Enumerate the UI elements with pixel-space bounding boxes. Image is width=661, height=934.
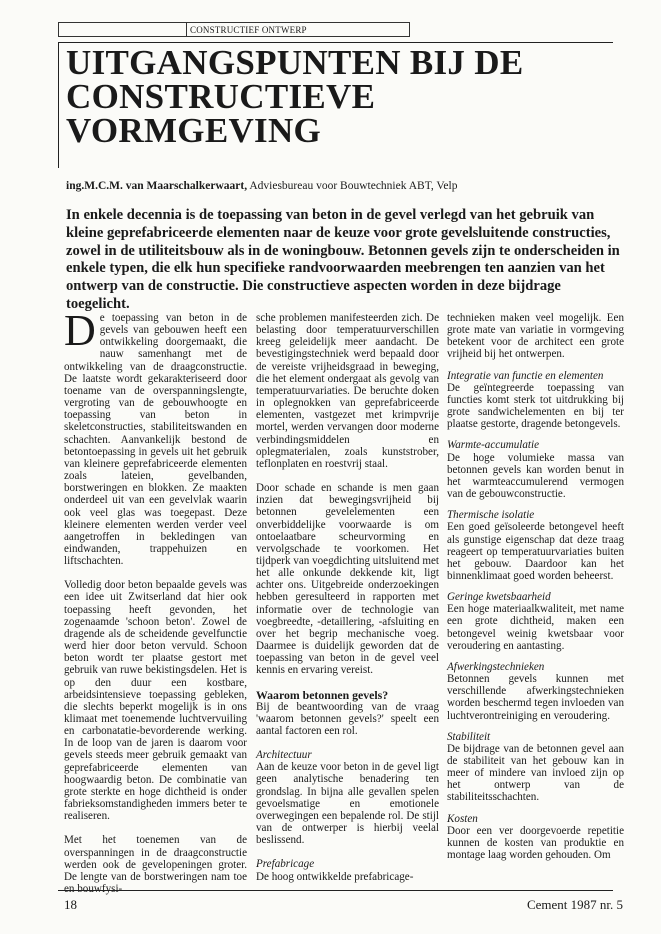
paragraph: De geïntegreerde toepassing van functies komt sterk tot uitdrukking bij grote sandwichelementen en bij ter plaatse gestorte, dragende betongevels. [447,381,624,431]
paragraph: Bij de beantwoording van de vraag 'waarom betonnen gevels?' speelt een aantal factoren een rol. [256,700,439,737]
subheading: Afwerkingstechnieken [447,660,545,673]
paragraph: Door schade en schande is men gaan inzien dat bewegingsvrijheid bij betonnen gevelelementen een onverbiddelijke voorwaarde is om ontoelaatbare scheurvorming en vervolgschade te voorkomen. Het tijdperk van voegdichting uitsluitend met het alle onkunde dekkende kit, ligt achter ons. Uitgebreide onderzoekingen hebben geresulteerd in rapporten met informatie over de technologie van voegbreedte, -detaillering, -afsluiting en over het begrip mechanische voeg. Daarmee is duidelijk geworden dat de toepassing van beton in de gevel veel kennis en ervaring vereist. [256,482,440,677]
article-title: UITGANGSPUNTEN BIJ DE CONSTRUCTIEVE VORMGEVING [66,43,524,150]
section-heading: Waarom betonnen gevels? [256,687,389,702]
paragraph: Volledig door beton bepaalde gevels was een idee uit Zwitserland dat hier ook toepassing heeft gevonden, het zogenaamde 'schoon beton'. Zowel de dragende als de scheidende gevelfunctie werd hier door beton vervuld. Schoon beton wordt ter plaatse gestort met gebruik van ruwe bekistingsdelen. Het is op den duur een kostbare, arbeidsintensieve toepassing gebleken, die slechts beperkt mogelijk is in ons klimaat met toenemende luchtvervuiling en carbonatatie-bevorderende werking. In de loop van de jaren is daarom voor gevels steeds meer gebruik gemaakt van geprefabriceerde elementen van hoogwaardig beton. De combinatie van grote sterkte en hoge dichtheid is onder fabrieksomstandigheden immers beter te realiseren. [64,579,247,823]
subheading: Stabiliteit [447,730,491,743]
paragraph: sche problemen manifesteerden zich. De belasting door temperatuurverschillen kreeg geleidelijk meer aandacht. De bevestigingstechniek werd bepaald door de vereiste vrijheidsgraad in beweging, die het element ondergaat als gevolg van temperatuurvariaties. De beruchte doken in oplegnokken van geprefabriceerde elementen, vastgezet met krimpvrije mortel, werden vervangen door moderne verbindingsmiddelen en oplegmaterialen, zoals kunststrober, teflonplaten en roestvrij staal. [256,312,439,470]
page-number: 18 [64,897,77,912]
subheading: Thermische isolatie [447,509,535,522]
subheading: Kosten [447,812,478,825]
paragraph: Een goed geïsoleerde betongevel heeft als gunstige eigenschap dat deze traag reageert op temperatuurvariaties buiten het gebouw. Daardoor kan het binnenklimaat goed worden beheerst. [447,521,624,582]
paragraph [64,306,247,568]
paragraph: Betonnen gevels kunnen met verschillende afwerkingstechnieken worden beschermd tegen invloeden van luchtverontreiniging en veroudering. [447,673,624,722]
subheading: Architectuur [256,749,312,762]
footer-rule [58,890,613,891]
text-column-3 [447,312,624,870]
header-left-cell [59,23,187,36]
author-name: ing.M.C.M. van Maarschalkerwaart, [66,180,248,192]
paragraph: De hoog ontwikkelde prefabricage- [256,870,414,883]
paragraph: Aan de keuze voor beton in de gevel ligt geen analytische benadering ten grondslag. In bijna alle gevallen spelen gevoelsmatige en emotionele overwegingen een bepalende rol. De stijl van de ontwerper is hierbij veelal beslissend. [256,761,439,847]
section-label: CONSTRUCTIEF ONTWERP [190,25,307,35]
subheading: Integratie van functie en elementen [447,369,604,382]
section-header-box [58,22,410,37]
subheading: Warmte-accumulatie [447,439,540,452]
paragraph: Met het toenemen van de overspanningen in de draagconstructie werden ook de gevelopeningen groter. De lengte van de borstweringen nam toe en bouwfysi- [64,834,247,896]
paragraph: De hoge volumieke massa van betonnen gevels kan worden benut in het warmteaccumulerend vermogen van de gebouwconstructie. [447,451,624,501]
text-column-2 [256,312,439,895]
paragraph-text: e toepassing van beton in de gevels van gebouwen heeft een ontwikkeling doorgemaakt, die nauw samenhangt met de ontwikkeling van de draagconstructie. De laatste wordt gekarakteriseerd door toename van de overspanningslengte, vergroting van de gebouwhoogte en toepassing van beton in skeletconstructies, stabiliteitswanden en schachten. Aanvankelijk bestond de betontoepassing in gevels uit het gebruik van kleinere geprefabriceerde elementen zoals lateien, gevelbanden, borstweringen en blokken. Ze maakten onderdeel uit van een gevelvlak waarin ook veel glas was toegepast. Deze kleinere elementen werden verder veel aangetroffen in bekledingen van eindwanden, trappehuizen en liftschachten. [64,312,247,568]
subheading: Geringe kwetsbaarheid [447,591,551,604]
paragraph: technieken maken veel mogelijk. Een grote mate van variatie in vormgeving betekent voor de architect een grote vrijheid bij het ontwerpen. [447,312,624,361]
text-column-1 [64,306,247,907]
author-affiliation: Adviesbureau voor Bouwtechniek ABT, Velp [247,180,458,192]
lead-paragraph: In enkele decennia is de toepassing van beton in de gevel verlegd van het gebruik van kleine geprefabriceerde elementen naar de keuze voor grote gevelsluitende constructies, zowel in de utiliteitsbouw als in de woningbouw. Betonnen gevels zijn te onderscheiden in enkele typen, die elk hun specifieke randvoorwaarden meebrengen ten aanzien van het ontwerp van de constructie. Die constructieve aspecten worden in deze bijdrage toegelicht. [66,207,620,312]
paragraph: Door een ver doorgevoerde repetitie kunnen de kosten van produktie en montage laag worden gehouden. Om [447,824,624,862]
paragraph: Een hoge materiaalkwaliteit, met name een grote dichtheid, maken een betongevel weinig kwetsbaar voor veroudering en aantasting. [447,603,624,652]
drop-cap: D [64,306,96,355]
journal-issue: Cement 1987 nr. 5 [526,897,623,912]
paragraph: De bijdrage van de betonnen gevel aan de stabiliteit van het gebouw kan in meer of mindere van invloed zijn op het ontwerp van de stabiliteitsschachten. [447,742,624,804]
author-line [66,179,626,193]
title-side-rule [58,42,59,168]
subheading: Prefabricage [256,858,315,871]
